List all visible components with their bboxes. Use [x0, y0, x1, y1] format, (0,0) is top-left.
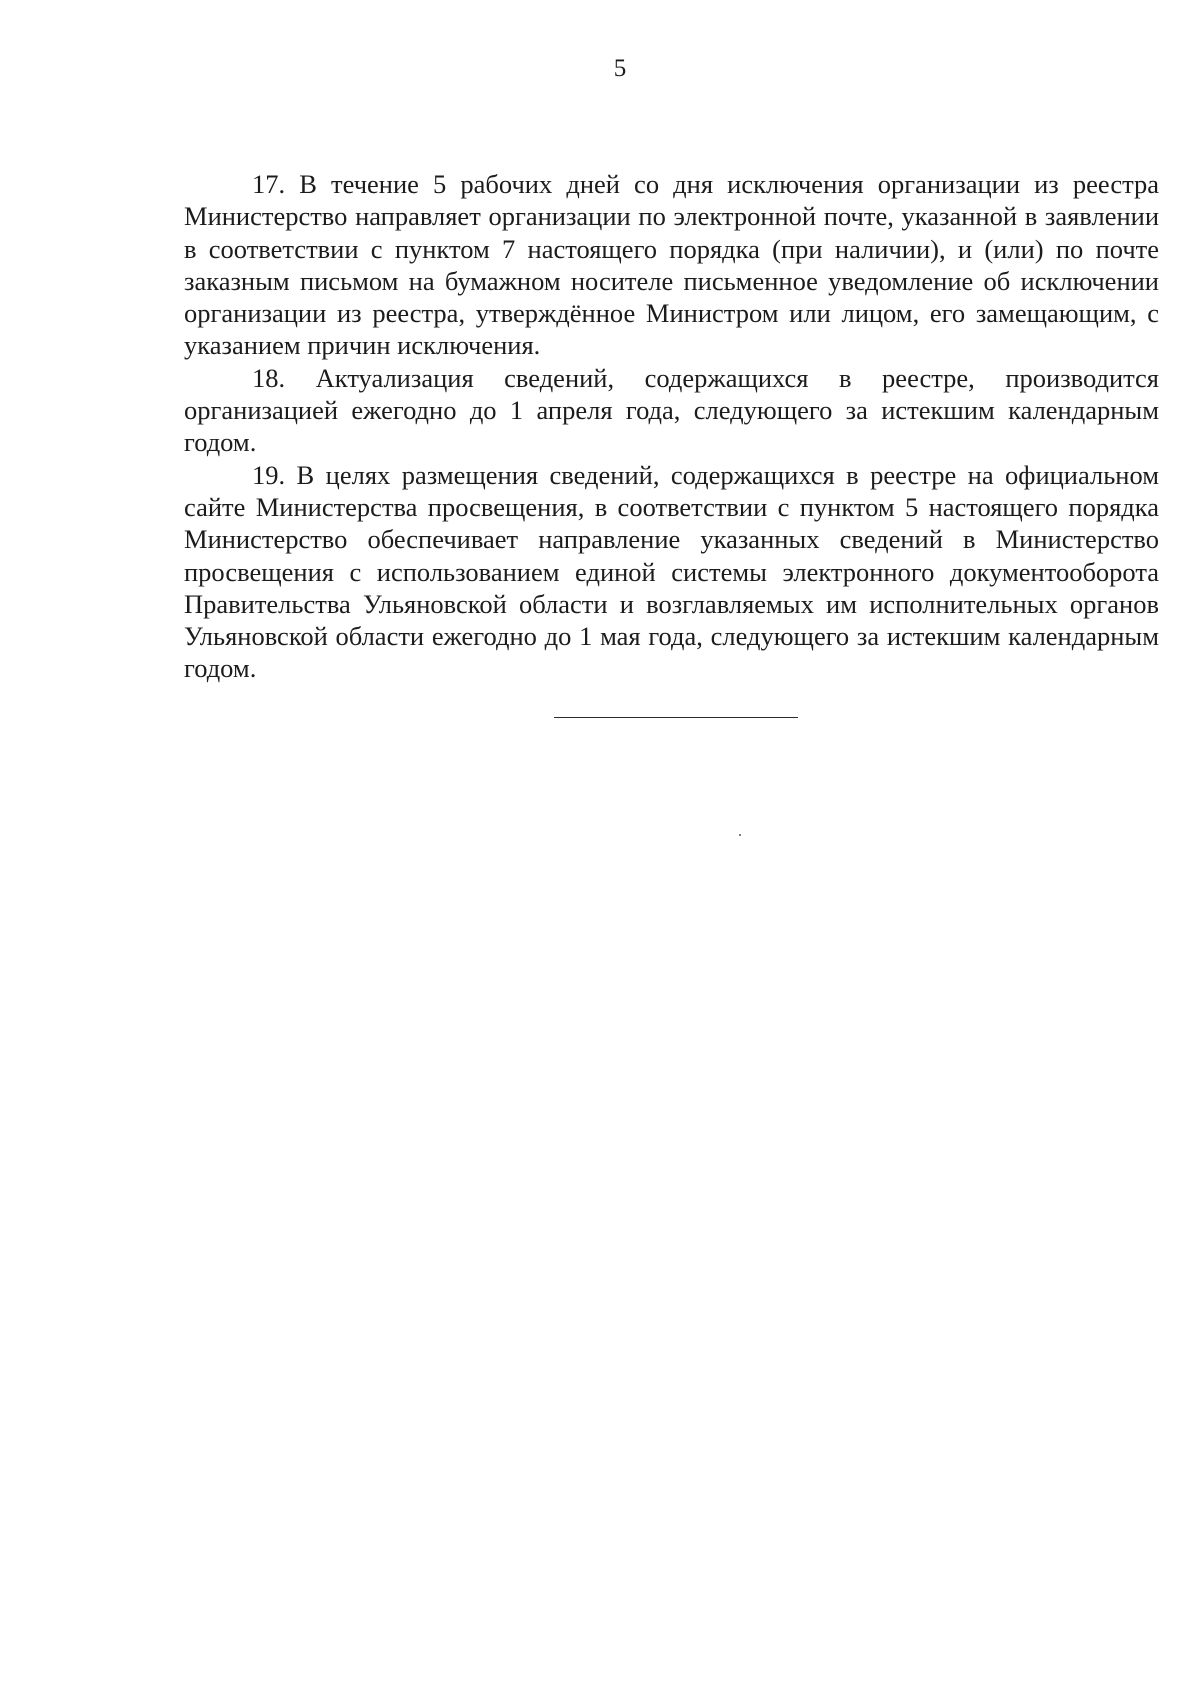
document-body	[184, 168, 1159, 685]
paragraph-17: 17. В течение 5 рабочих дней со дня исключения организации из реестра Министерство направляет организации по электронной почте, указанной в заявлении в соответствии с пунктом 7 настоящего порядка (при наличии), и (или) по почте заказным письмом на бумажном носителе письменное уведомление об исключении организации из реестра, утверждённое Министром или лицом, его замещающим, с указанием причин исключения.	[184, 169, 1159, 361]
scan-speck	[739, 834, 741, 836]
end-of-text-rule	[554, 717, 798, 718]
page-number: 5	[613, 55, 627, 82]
paragraph-18: 18. Актуализация сведений, содержащихся в реестре, производится организацией ежегодно до 1 апреля года, следующего за истекшим календарным годом.	[184, 362, 1159, 458]
paragraph-19: 19. В целях размещения сведений, содержащихся в реестре на официальном сайте Министерства просвещения, в соответствии с пунктом 5 настоящего порядка Министерство обеспечивает направление указанных сведений в Министерство просвещения с использованием единой системы электронного документооборота Правительства Ульяновской области и возглавляемых им исполнительных органов Ульяновской области ежегодно до 1 мая года, следующего за истекшим календарным годом.	[184, 459, 1159, 684]
